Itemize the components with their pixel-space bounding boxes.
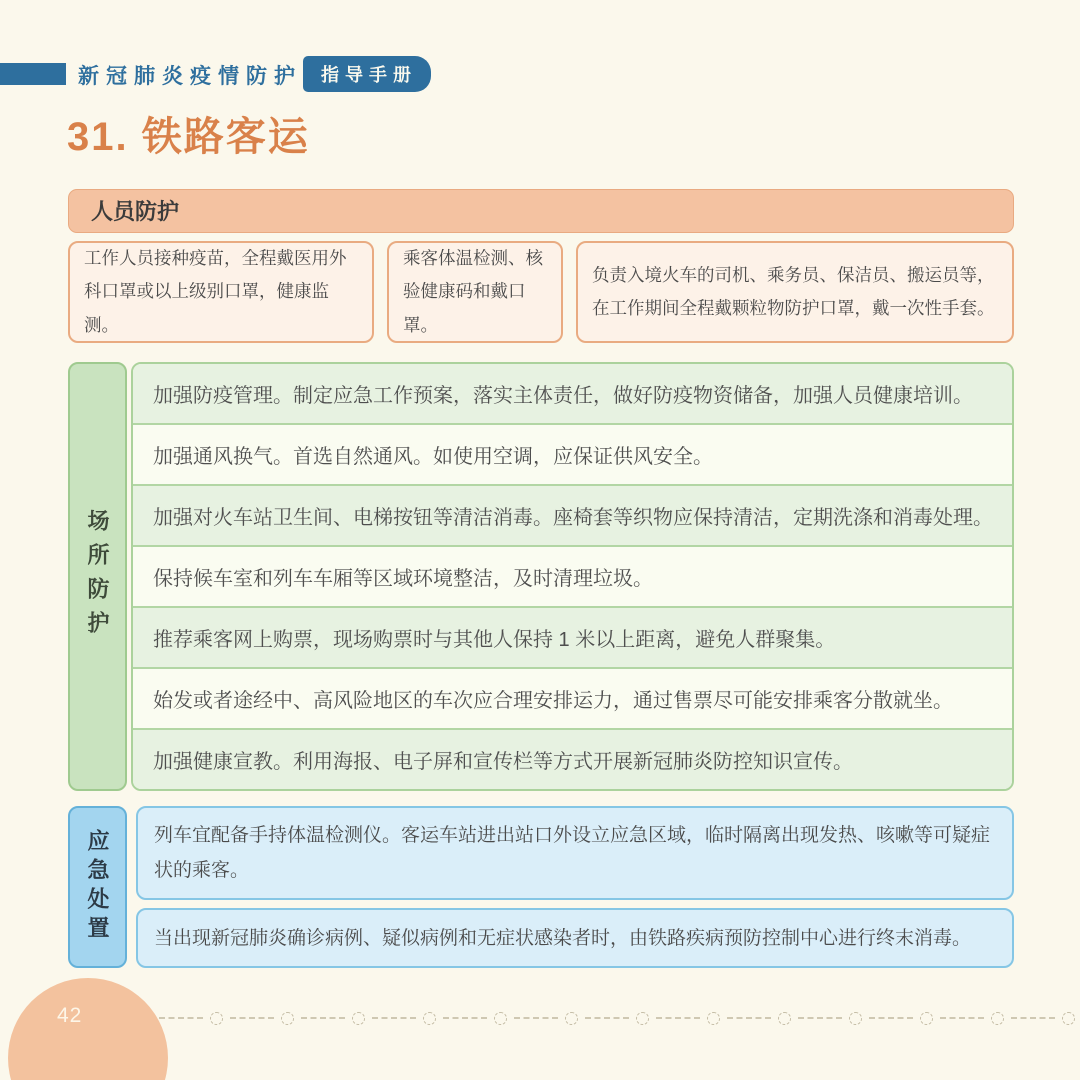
divider-circle-icon	[920, 1012, 933, 1025]
personnel-cards	[68, 241, 1014, 343]
emergency-section-title: 应急处置	[68, 806, 127, 968]
divider-dash	[372, 1017, 416, 1019]
emergency-row: 当出现新冠肺炎确诊病例、疑似病例和无症状感染者时，由铁路疾病预防控制中心进行终末消毒。	[136, 908, 1014, 968]
page-number: 42	[57, 1004, 83, 1027]
divider-dash	[1011, 1017, 1055, 1019]
divider-dash	[443, 1017, 487, 1019]
personnel-card: 乘客体温检测、核验健康码和戴口罩。	[387, 241, 563, 343]
divider-dash	[301, 1017, 345, 1019]
divider-dash	[656, 1017, 700, 1019]
personnel-section-title: 人员防护	[68, 189, 1014, 233]
divider-circle-icon	[352, 1012, 365, 1025]
page-header	[0, 56, 1080, 88]
venue-section-title: 场所防护	[68, 362, 127, 791]
divider-dash	[585, 1017, 629, 1019]
divider-circle-icon	[707, 1012, 720, 1025]
divider-circle-icon	[494, 1012, 507, 1025]
venue-row: 保持候车室和列车车厢等区域环境整洁，及时清理垃圾。	[133, 545, 1012, 606]
venue-rows	[131, 362, 1014, 791]
divider-circle-icon	[849, 1012, 862, 1025]
divider-dash	[798, 1017, 842, 1019]
manual-brand-title: 新冠肺炎疫情防护	[78, 65, 302, 88]
personnel-card: 负责入境火车的司机、乘务员、保洁员、搬运员等，在工作期间全程戴颗粒物防护口罩，戴一次性手套。	[576, 241, 1014, 343]
section-emergency-handling	[68, 806, 1014, 968]
personnel-card: 工作人员接种疫苗，全程戴医用外科口罩或以上级别口罩，健康监测。	[68, 241, 374, 343]
venue-row: 推荐乘客网上购票，现场购票时与其他人保持 1 米以上距离，避免人群聚集。	[133, 606, 1012, 667]
footer-circle-decoration	[8, 978, 168, 1080]
header-accent-bar	[0, 63, 66, 85]
divider-circle-icon	[565, 1012, 578, 1025]
divider-circle-icon	[636, 1012, 649, 1025]
venue-row: 加强健康宣教。利用海报、电子屏和宣传栏等方式开展新冠肺炎防控知识宣传。	[133, 728, 1012, 789]
divider-circle-icon	[1062, 1012, 1075, 1025]
divider-circle-icon	[778, 1012, 791, 1025]
divider-dash	[727, 1017, 771, 1019]
divider-circle-icon	[281, 1012, 294, 1025]
section-venue-protection	[68, 362, 1014, 791]
manual-badge: 指导手册	[303, 56, 431, 92]
divider-dash	[514, 1017, 558, 1019]
venue-row: 加强通风换气。首选自然通风。如使用空调，应保证供风安全。	[133, 423, 1012, 484]
chapter-title: 31. 铁路客运	[67, 115, 310, 159]
section-personnel-protection	[68, 189, 1014, 343]
divider-circle-icon	[210, 1012, 223, 1025]
dotted-divider-decoration	[152, 1010, 1080, 1026]
venue-row: 始发或者途经中、高风险地区的车次应合理安排运力，通过售票尽可能安排乘客分散就坐。	[133, 667, 1012, 728]
emergency-rows	[136, 806, 1014, 968]
divider-circle-icon	[991, 1012, 1004, 1025]
venue-row: 加强防疫管理。制定应急工作预案，落实主体责任，做好防疫物资储备，加强人员健康培训。	[133, 364, 1012, 423]
divider-dash	[869, 1017, 913, 1019]
divider-dash	[230, 1017, 274, 1019]
divider-circle-icon	[423, 1012, 436, 1025]
divider-dash	[159, 1017, 203, 1019]
emergency-row: 列车宜配备手持体温检测仪。客运车站进出站口外设立应急区域，临时隔离出现发热、咳嗽等可疑症状的乘客。	[136, 806, 1014, 900]
divider-dash	[940, 1017, 984, 1019]
venue-row: 加强对火车站卫生间、电梯按钮等清洁消毒。座椅套等织物应保持清洁，定期洗涤和消毒处理。	[133, 484, 1012, 545]
